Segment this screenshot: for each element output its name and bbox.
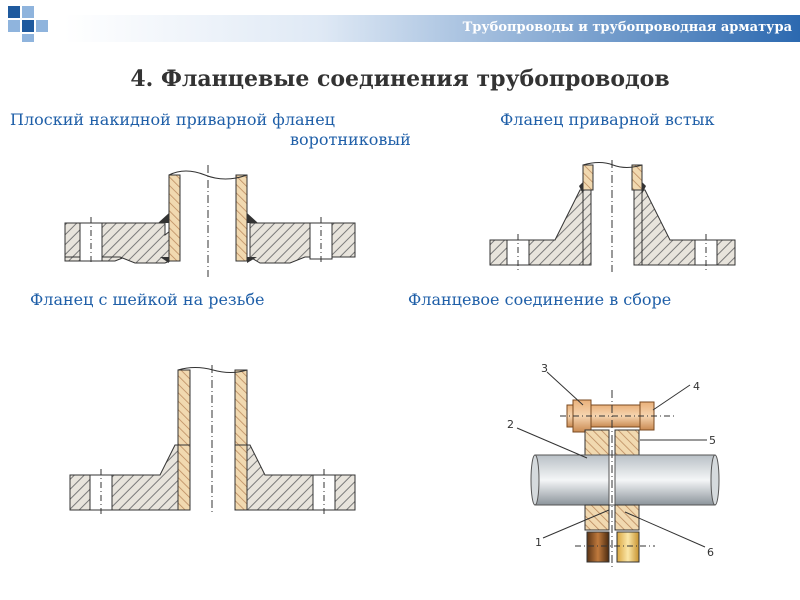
assembly-label-2: 2	[507, 418, 514, 431]
assembly-label-6: 6	[707, 546, 714, 559]
threaded-flange-drawing	[65, 365, 365, 515]
assembly-label-1: 1	[535, 536, 542, 549]
caption-flat-flange-line2: воротниковый	[290, 130, 411, 149]
corner-decoration	[0, 0, 64, 44]
flange-assembly-drawing	[505, 360, 745, 570]
header-title: Трубопроводы и трубопроводная арматура	[462, 20, 792, 35]
header-bar	[64, 15, 800, 42]
caption-flat-flange-line1: Плоский накидной приварной фланец	[10, 110, 335, 129]
caption-flange-assembly: Фланцевое соединение в сборе	[408, 290, 672, 309]
flat-flange-drawing	[55, 165, 365, 280]
slide-title: 4. Фланцевые соединения трубопроводов	[130, 66, 670, 92]
assembly-label-5: 5	[709, 434, 716, 447]
butt-weld-flange-drawing	[485, 160, 745, 275]
caption-threaded-flange: Фланец с шейкой на резьбе	[30, 290, 265, 309]
caption-butt-weld-flange: Фланец приварной встык	[500, 110, 715, 129]
assembly-label-3: 3	[541, 362, 548, 375]
assembly-label-4: 4	[693, 380, 700, 393]
